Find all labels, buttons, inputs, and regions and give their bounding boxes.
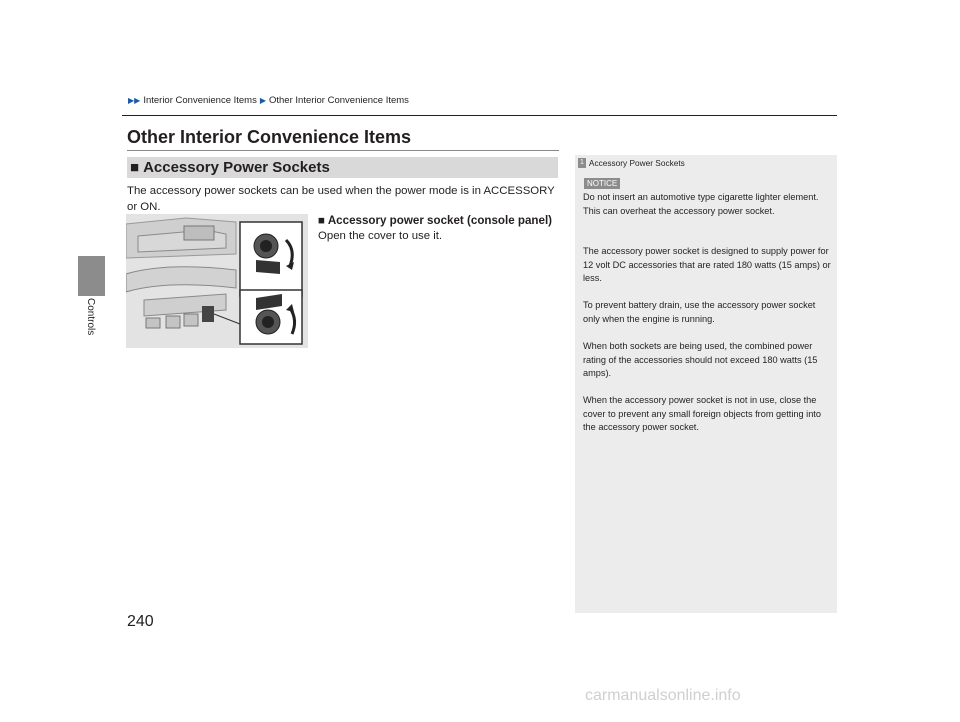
note-paragraph: When both sockets are being used, the combined power rating of the accessories should not exceed 180 watts (15 amps). bbox=[583, 341, 818, 378]
section-heading bbox=[127, 157, 558, 178]
subsection-heading-text: Accessory power socket (console panel) bbox=[327, 214, 553, 227]
side-note-panel bbox=[575, 155, 837, 613]
section-heading-text: Accessory Power Sockets bbox=[143, 159, 330, 176]
page-number: 240 bbox=[127, 613, 154, 630]
page-title: Other Interior Convenience Items bbox=[127, 127, 412, 147]
breadcrumb-item[interactable]: Interior Convenience Items bbox=[143, 95, 257, 106]
watermark: carmanualsonline.info bbox=[585, 687, 741, 704]
breadcrumb bbox=[128, 95, 409, 106]
breadcrumb-arrow-icon: ▶▶ bbox=[128, 96, 141, 105]
title-rule bbox=[127, 150, 559, 151]
note-paragraph: The accessory power socket is designed to supply power for 12 volt DC accessories that are rated 180 watts (15 amps) or less. bbox=[583, 246, 831, 283]
side-tab-label: Controls bbox=[85, 298, 96, 336]
note-number-badge: 1 bbox=[580, 159, 584, 166]
square-bullet-icon: ■ bbox=[318, 214, 326, 227]
notice-badge: NOTICE bbox=[584, 178, 620, 189]
subsection-heading bbox=[318, 214, 552, 227]
header-rule bbox=[122, 115, 837, 116]
breadcrumb-arrow-icon: ▶ bbox=[259, 96, 266, 105]
note-paragraph: To prevent battery drain, use the accessory power socket only when the engine is running. bbox=[583, 300, 816, 324]
square-bullet-icon: ■ bbox=[130, 159, 140, 176]
side-tab bbox=[78, 256, 105, 296]
note-paragraph: When the accessory power socket is not in use, close the cover to prevent any small foreign objects from getting into the accessory power socket. bbox=[583, 395, 821, 432]
breadcrumb-item[interactable]: Other Interior Convenience Items bbox=[269, 95, 409, 106]
side-note-title: Accessory Power Sockets bbox=[588, 158, 685, 168]
console-panel-illustration bbox=[126, 214, 308, 348]
subsection-body: Open the cover to use it. bbox=[318, 230, 443, 242]
side-note-heading bbox=[578, 158, 685, 168]
note-paragraph: Do not insert an automotive type cigarette lighter element. This can overheat the accessory power socket. bbox=[583, 192, 819, 216]
intro-paragraph: The accessory power sockets can be used when the power mode is in ACCESSORY or ON. bbox=[127, 185, 555, 213]
